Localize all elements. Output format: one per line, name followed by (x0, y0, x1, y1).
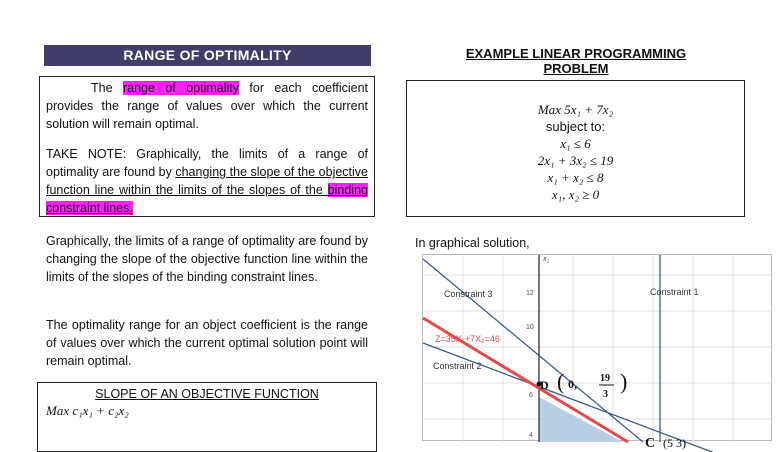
slope-title: SLOPE OF AN OBJECTIVE FUNCTION (95, 387, 319, 401)
lp-problem-math (406, 101, 745, 203)
take-note-paragraph (46, 145, 368, 217)
constraint-1-label: Constraint 1 (650, 287, 699, 297)
lp-constraint-1: x₁ ≤ 6 (560, 136, 591, 151)
point-c-label: C (645, 436, 656, 451)
point-c-coord: (5 3) (663, 436, 686, 450)
graph-intro: In graphical solution, (415, 236, 530, 250)
lp-nonnegativity: x₁, x₂ ≥ 0 (551, 187, 600, 202)
point-d-denominator: 3 (603, 389, 608, 400)
lp-constraint-2: 2x₁ + 3x₂ ≤ 19 (537, 153, 614, 168)
optimality-range-paragraph: The optimality range for an object coefficient is the range of values over which the current optimal solution point will remain optimal. (46, 318, 368, 368)
highlight-binding-constraints: binding constraint lines. (46, 183, 368, 215)
d-coord-open-paren: ( (557, 369, 565, 394)
point-d-numerator: 19 (600, 373, 610, 384)
range-of-optimality-header: RANGE OF OPTIMALITY (44, 45, 371, 66)
tick-10: 10 (526, 324, 534, 331)
constraint-2-label: Constraint 2 (433, 361, 482, 371)
highlight-range-of-optimality: range of optimality (122, 81, 239, 95)
objective-label: Z=35X₁+7X₂=46 (435, 334, 500, 344)
lp-subject-to: subject to: (545, 119, 606, 134)
constraint-3-line (423, 259, 643, 442)
constraint-3-label: Constraint 3 (444, 289, 493, 299)
take-note-underlined: changing the slope of the objective function line within the limits of the slopes of the (46, 165, 368, 197)
definition-paragraph (46, 79, 368, 133)
tick-12: 12 (526, 290, 534, 297)
definition-text-b: for each coefficient provides the range of values over which the current solution will remain optimal. (46, 81, 369, 131)
point-d-coord-x: 0, (568, 377, 577, 391)
slope-objective-math: Max c₁x₁ + c₂x₂ (46, 403, 129, 418)
definition-text-a: The (91, 81, 123, 95)
plot-svg (423, 254, 773, 451)
graphical-solution-plot (422, 254, 772, 451)
d-coord-close-paren: ) (620, 369, 628, 394)
take-note-text: TAKE NOTE: Graphically, the limits of a range of optimality are found by (46, 147, 368, 179)
tick-6: 6 (529, 392, 533, 399)
lp-objective: Max 5x₁ + 7x₂ (537, 102, 614, 117)
point-d-label: D (540, 378, 549, 392)
graphical-limits-paragraph: Graphically, the limits of a range of optimality are found by changing the slope of the objective function line within the limits of the slopes of the binding constraint lines. (46, 234, 368, 284)
tick-4: 4 (529, 432, 533, 439)
x2-axis-label: x₂ (543, 254, 550, 263)
example-lp-title: EXAMPLE LINEAR PROGRAMMING PROBLEM (465, 46, 687, 76)
lp-constraint-3: x₁ + x₂ ≤ 8 (547, 170, 604, 185)
